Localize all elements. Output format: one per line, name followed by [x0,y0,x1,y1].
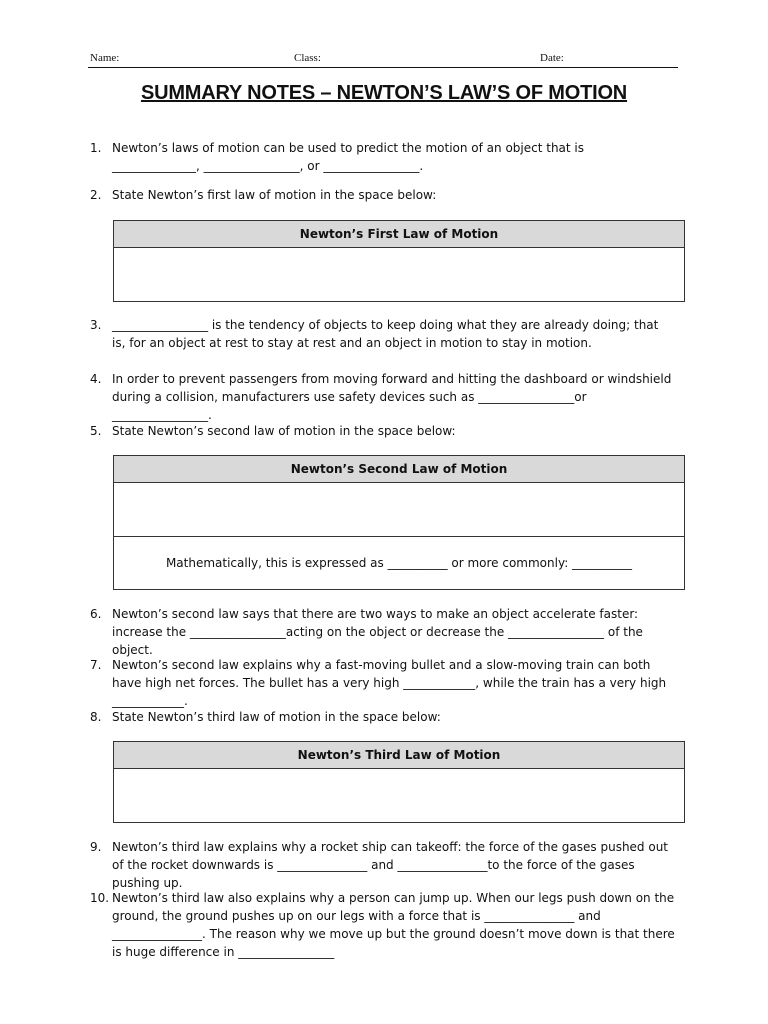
second-law-answer-area[interactable] [114,483,684,536]
first-law-box-header: Newton’s First Law of Motion [114,221,684,248]
question-text: State Newton’s second law of motion in the space below: [112,424,456,438]
page-title: SUMMARY NOTES – NEWTON’S LAW’S OF MOTION [140,82,628,104]
question-9 [90,838,675,892]
question-number: 6. [90,607,102,621]
question-7 [90,656,675,710]
question-text: Newton’s third law also explains why a person can jump up. When our legs push down on the ground, the ground pushes up on our legs with a force that is _______________ and _______________. The reason why we move up but the ground doesn’t move down is that there is huge difference in ________________ [112,891,675,959]
question-text: Newton’s laws of motion can be used to predict the motion of an object that is ______________, ________________, or ________________. [112,141,585,173]
question-6 [90,605,675,659]
date-label: Date: [540,52,564,64]
question-3 [90,316,675,352]
question-number: 2. [90,188,102,202]
second-law-math-row: Mathematically, this is expressed as __________ or more commonly: __________ [114,536,684,589]
worksheet-header [88,50,678,68]
question-number: 8. [90,710,102,724]
question-number: 3. [90,318,102,332]
third-law-answer-area[interactable] [114,769,684,822]
question-4 [90,370,675,424]
question-text: In order to prevent passengers from moving forward and hitting the dashboard or windshield during a collision, manufacturers use safety devices such as ________________or ________________. [112,372,672,422]
question-number: 7. [90,658,102,672]
question-number: 10. [90,891,110,905]
question-8 [90,708,675,726]
question-text: Newton’s second law explains why a fast-moving bullet and a slow-moving train can both have high net forces. The bullet has a very high ____________, while the train has a very high ____________. [112,658,667,708]
question-text: Newton’s third law explains why a rocket ship can takeoff: the force of the gases pushed out of the rocket downwards is _______________ and _______________to the force of the gases pushing up. [112,840,669,890]
question-number: 1. [90,141,102,155]
question-text: State Newton’s first law of motion in the space below: [112,188,437,202]
question-text: Newton’s second law says that there are two ways to make an object accelerate faster: increase the ________________acting on the object or decrease the ________________ of the object. [112,607,643,657]
question-10 [90,889,675,961]
second-law-box-header: Newton’s Second Law of Motion [114,456,684,483]
first-law-box [113,220,685,302]
class-label: Class: [294,52,321,64]
question-number: 9. [90,840,102,854]
question-5 [90,422,675,440]
question-text: ________________ is the tendency of objects to keep doing what they are already doing; that is, for an object at rest to stay at rest and an object in motion to stay in motion. [112,318,659,350]
question-text: State Newton’s third law of motion in the space below: [112,710,441,724]
third-law-box [113,741,685,823]
question-2 [90,186,675,204]
second-law-box [113,455,685,590]
question-1 [90,139,675,175]
name-label: Name: [90,52,120,64]
question-number: 5. [90,424,102,438]
question-number: 4. [90,372,102,386]
third-law-box-header: Newton’s Third Law of Motion [114,742,684,769]
first-law-answer-area[interactable] [114,248,684,301]
